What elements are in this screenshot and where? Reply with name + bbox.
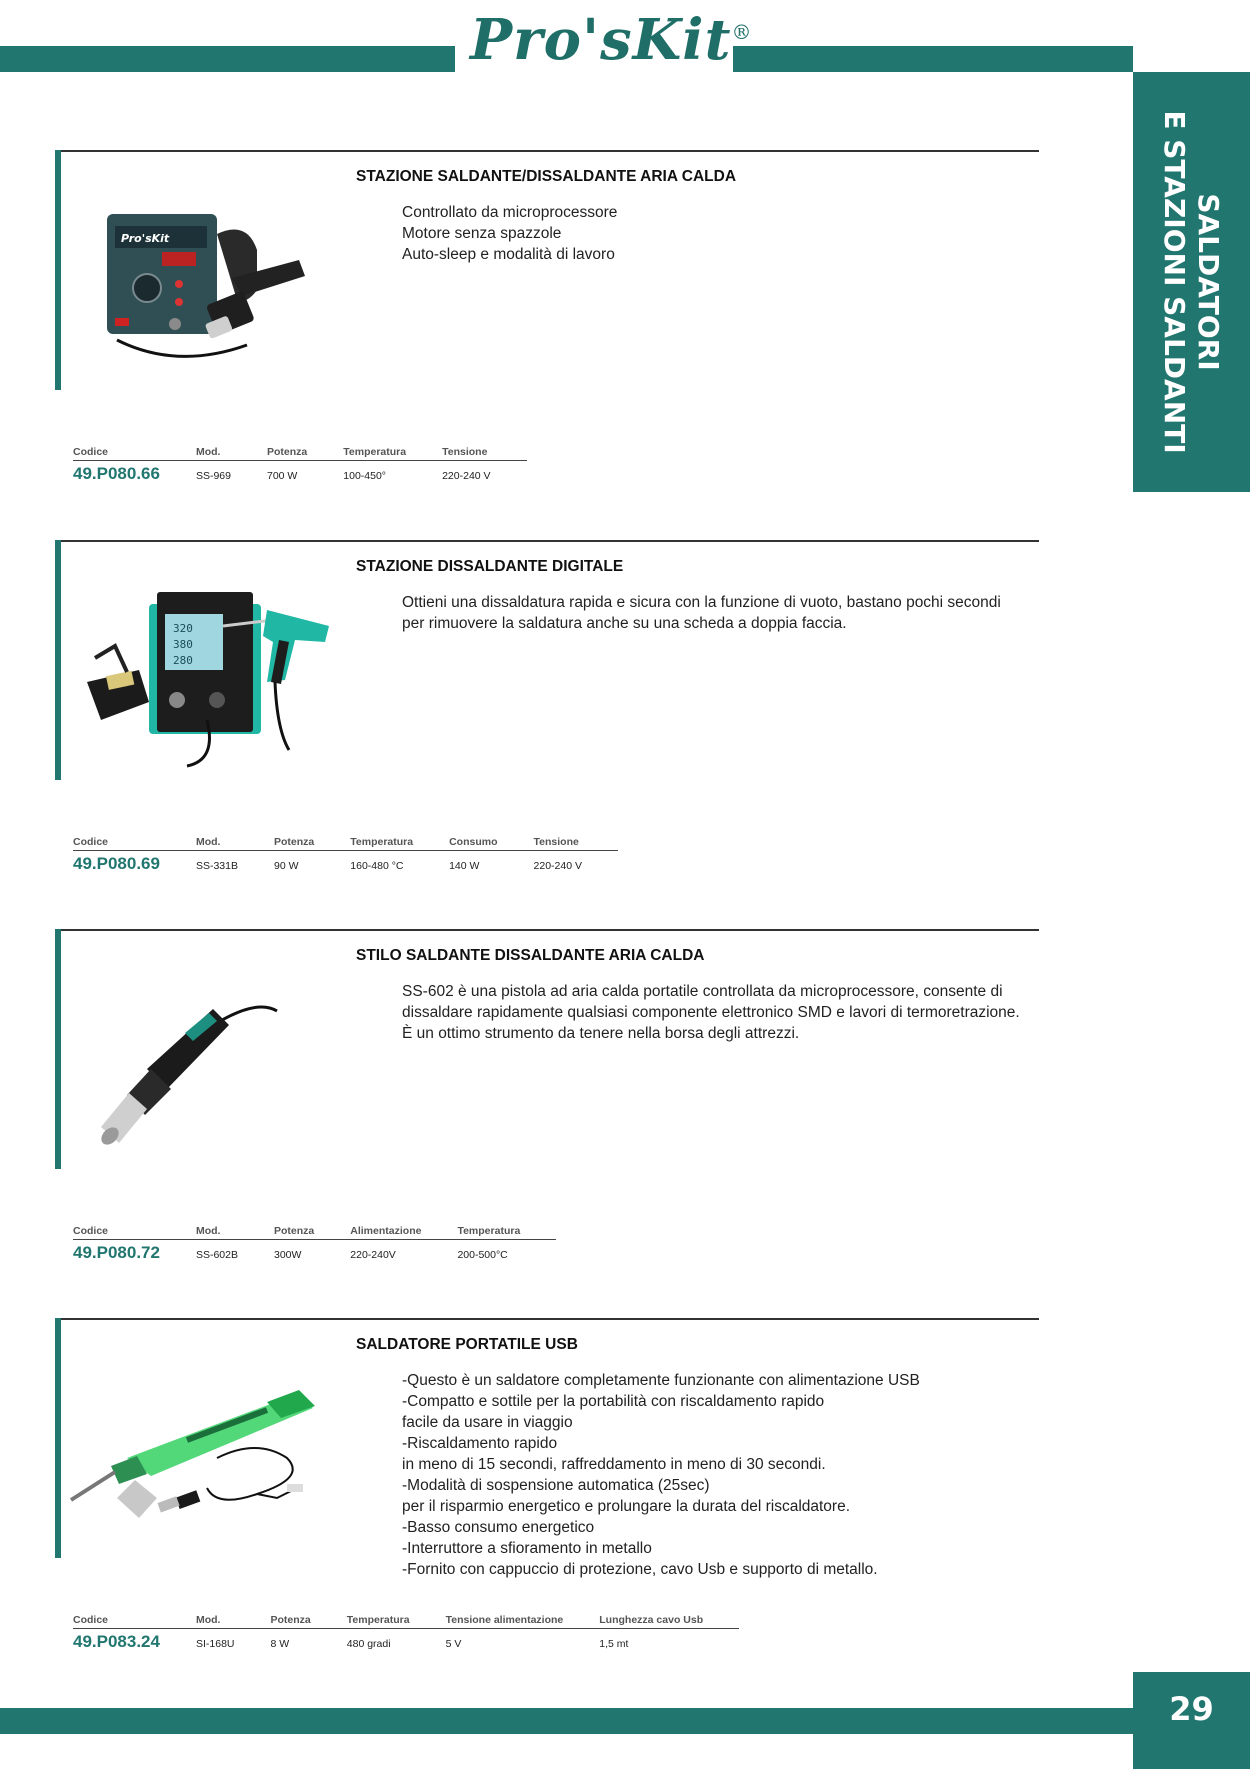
product-divider — [61, 150, 1039, 152]
brand-logo — [470, 4, 753, 76]
spec-header: Consumo — [449, 836, 533, 851]
spec-value: 90 W — [274, 859, 299, 872]
side-tab-line2: E STAZIONI SALDANTI — [1158, 110, 1191, 454]
header-bar-left — [0, 46, 455, 72]
description-line: -Basso consumo energetico — [402, 1519, 595, 1536]
spec-header: Mod. — [196, 836, 274, 851]
svg-text:Pro'sKit: Pro'sKit — [121, 232, 170, 245]
product-code: 49.P080.72 — [73, 1243, 160, 1262]
product-title: STILO SALDANTE DISSALDANTE ARIA CALDA — [356, 947, 705, 964]
product-code: 49.P080.66 — [73, 464, 160, 483]
spec-header-row — [73, 836, 618, 851]
footer-bar — [0, 1708, 1133, 1734]
spec-header: Tensione — [442, 446, 526, 461]
spec-value: 480 gradi — [346, 1637, 391, 1650]
spec-value-row — [73, 1629, 739, 1653]
desoldering-station-image — [67, 570, 337, 770]
spec-header: Mod. — [196, 1225, 274, 1240]
product-card — [55, 1318, 1035, 1658]
product-accent-bar — [55, 929, 61, 1169]
spec-header: Temperatura — [347, 1614, 446, 1629]
spec-value: 140 W — [449, 859, 480, 872]
product-divider — [61, 1318, 1039, 1320]
spec-table — [73, 836, 618, 874]
page-number-box — [1133, 1672, 1250, 1769]
spec-value: 220-240 V — [442, 469, 491, 482]
description-line: in meno di 15 secondi, raffreddamento in meno di 30 secondi. — [402, 1456, 826, 1473]
product-accent-bar — [55, 150, 61, 390]
description-line: per il risparmio energetico e prolungare la durata del riscaldatore. — [402, 1498, 851, 1515]
description-line: -Questo è un saldatore completamente funzionante con alimentazione USB — [402, 1372, 920, 1389]
spec-value: 220-240V — [350, 1248, 396, 1261]
spec-value: 1,5 mt — [599, 1637, 629, 1650]
spec-value-row — [73, 461, 527, 485]
description-line: SS-602 è una pistola ad aria calda portatile controllata da microprocessore, consente di — [402, 983, 1003, 1000]
product-accent-bar — [55, 1318, 61, 1558]
description-line: per rimuovere la saldatura anche su una scheda a doppia faccia. — [402, 615, 847, 632]
spec-header: Codice — [73, 446, 196, 461]
brand-logo-text: Pro'sKit — [470, 7, 732, 73]
spec-value: SS-602B — [195, 1248, 238, 1261]
product-code: 49.P080.69 — [73, 854, 160, 873]
spec-table — [73, 1614, 739, 1652]
spec-value: 220-240 V — [533, 859, 582, 872]
description-line: Controllato da microprocessore — [402, 204, 618, 221]
description-line: -Fornito con cappuccio di protezione, cavo Usb e supporto di metallo. — [402, 1561, 878, 1578]
spec-value: 100-450° — [343, 469, 386, 482]
section-side-tab-label — [1157, 110, 1225, 453]
product-card — [55, 150, 1035, 490]
spec-value: SI-168U — [195, 1637, 235, 1650]
spec-header: Potenza — [274, 1225, 350, 1240]
spec-value: 5 V — [445, 1637, 462, 1650]
description-line: -Modalità di sospensione automatica (25sec) — [402, 1477, 710, 1494]
product-description — [402, 981, 1082, 1044]
product-description — [402, 1370, 1082, 1580]
product-code: 49.P083.24 — [73, 1632, 160, 1651]
spec-header-row — [73, 1614, 739, 1629]
spec-header: Codice — [73, 1614, 196, 1629]
spec-header: Lunghezza cavo Usb — [599, 1614, 739, 1629]
hot-air-pen-image — [67, 959, 337, 1159]
spec-value: 8 W — [270, 1637, 290, 1650]
spec-value: 160-480 °C — [350, 859, 404, 872]
spec-header: Potenza — [271, 1614, 347, 1629]
spec-value: 200-500°C — [457, 1248, 508, 1261]
side-tab-line1: SALDATORI — [1192, 193, 1225, 371]
description-line: -Riscaldamento rapido — [402, 1435, 558, 1452]
spec-header-row — [73, 1225, 556, 1240]
product-divider — [61, 540, 1039, 542]
spec-header: Tensione alimentazione — [446, 1614, 600, 1629]
spec-header-row — [73, 446, 527, 461]
product-title: STAZIONE SALDANTE/DISSALDANTE ARIA CALDA — [356, 168, 737, 185]
spec-header: Codice — [73, 1225, 196, 1240]
hot-air-station-image — [67, 180, 337, 380]
header-bar-right — [733, 46, 1133, 72]
spec-value-row — [73, 1240, 556, 1264]
product-description — [402, 592, 1082, 634]
spec-header: Alimentazione — [350, 1225, 457, 1240]
spec-value-row — [73, 851, 618, 875]
product-divider — [61, 929, 1039, 931]
spec-table — [73, 1225, 556, 1263]
product-title: STAZIONE DISSALDANTE DIGITALE — [356, 558, 624, 575]
description-line: È un ottimo strumento da tenere nella borsa degli attrezzi. — [402, 1025, 800, 1042]
description-line: Motore senza spazzole — [402, 225, 562, 242]
description-line: Ottieni una dissaldatura rapida e sicura con la funzione di vuoto, bastano pochi secondi — [402, 594, 1001, 611]
spec-value: SS-969 — [195, 469, 231, 482]
svg-text:380: 380 — [173, 638, 193, 651]
spec-header: Temperatura — [457, 1225, 556, 1240]
usb-soldering-iron-image — [67, 1348, 337, 1548]
product-title: SALDATORE PORTATILE USB — [356, 1336, 578, 1353]
spec-value: SS-331B — [195, 859, 238, 872]
spec-header: Potenza — [274, 836, 350, 851]
spec-header: Temperatura — [350, 836, 449, 851]
section-side-tab — [1133, 72, 1250, 492]
registered-mark: ® — [731, 20, 753, 44]
spec-header: Potenza — [267, 446, 343, 461]
product-card — [55, 929, 1035, 1269]
description-line: -Interruttore a sfioramento in metallo — [402, 1540, 652, 1557]
description-line: facile da usare in viaggio — [402, 1414, 573, 1431]
spec-header: Tensione — [534, 836, 618, 851]
svg-text:320: 320 — [173, 622, 193, 635]
product-card — [55, 540, 1035, 880]
svg-text:280: 280 — [173, 654, 193, 667]
spec-header: Mod. — [196, 446, 267, 461]
product-accent-bar — [55, 540, 61, 780]
spec-value: 300W — [274, 1248, 302, 1261]
spec-value: 700 W — [267, 469, 298, 482]
description-line: dissaldare rapidamente qualsiasi componente elettronico SMD e lavori di termoretrazione. — [402, 1004, 1020, 1021]
product-description — [402, 202, 1082, 265]
description-line: -Compatto e sottile per la portabilità con riscaldamento rapido — [402, 1393, 825, 1410]
spec-header: Mod. — [196, 1614, 271, 1629]
spec-table — [73, 446, 527, 484]
spec-header: Temperatura — [343, 446, 442, 461]
description-line: Auto-sleep e modalità di lavoro — [402, 246, 615, 263]
page-number: 29 — [1169, 1690, 1214, 1728]
spec-header: Codice — [73, 836, 196, 851]
